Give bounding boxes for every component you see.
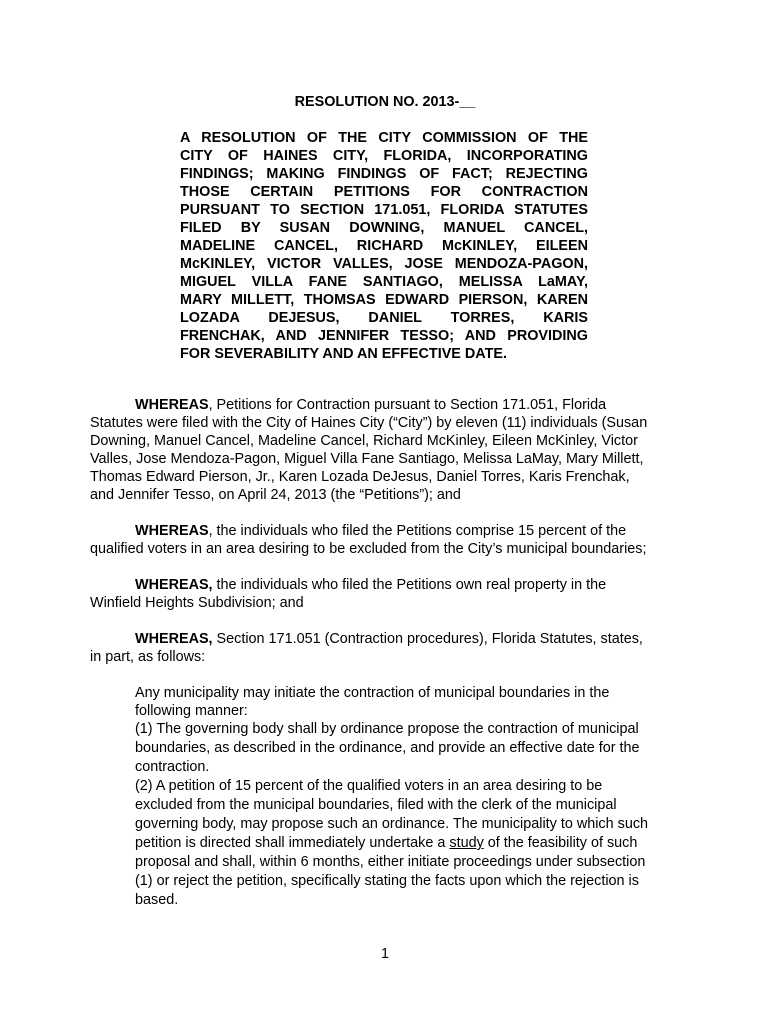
heading-line: FOR SEVERABILITY AND AN EFFECTIVE DATE. bbox=[180, 346, 508, 362]
heading-line: MADELINE CANCEL, RICHARD McKINLEY, EILEEN bbox=[180, 238, 588, 254]
quote-text: (2) A petition of 15 percent of the qualified voters in an area desiring to be bbox=[135, 778, 603, 794]
whereas-label: WHEREAS bbox=[135, 523, 209, 539]
quote-text: (1) or reject the petition, specifically stating the facts upon which the rejection is bbox=[135, 873, 639, 889]
page-number: 1 bbox=[380, 946, 389, 962]
para1-text: and Jennifer Tesso, on April 24, 2013 (the “Petitions”); and bbox=[90, 487, 461, 503]
para4-text: in part, as follows: bbox=[90, 649, 206, 665]
para1-text: Valles, Jose Mendoza-Pagon, Miguel Villa Fane Santiago, Melissa LaMay, Mary Millett, bbox=[90, 451, 644, 467]
page-title: RESOLUTION NO. 2013-__ bbox=[294, 94, 476, 110]
quote-text: based. bbox=[135, 892, 179, 908]
heading-line: PURSUANT TO SECTION 171.051, FLORIDA STATUTES bbox=[180, 202, 588, 218]
heading-line: FINDINGS; MAKING FINDINGS OF FACT; REJECTING bbox=[180, 166, 588, 182]
quote-text: following manner: bbox=[135, 703, 248, 719]
para1-text: Thomas Edward Pierson, Jr., Karen Lozada DeJesus, Daniel Torres, Karis Frenchak, bbox=[90, 469, 630, 485]
whereas-label: WHEREAS bbox=[135, 397, 209, 413]
quote-text: boundaries, as described in the ordinance, and provide an effective date for the bbox=[135, 740, 640, 756]
heading-line: FRENCHAK, AND JENNIFER TESSO; AND PROVIDING bbox=[180, 328, 588, 344]
heading-line: THOSE CERTAIN PETITIONS FOR CONTRACTION bbox=[180, 184, 588, 200]
study-underlined: study bbox=[449, 835, 484, 851]
title-row bbox=[0, 93, 770, 111]
quote-text: petition is directed shall immediately undertake a study of the feasibility of such bbox=[135, 835, 638, 851]
para2-text: qualified voters in an area desiring to be excluded from the City’s municipal boundaries; bbox=[90, 541, 647, 557]
heading-line: A RESOLUTION OF THE CITY COMMISSION OF THE bbox=[180, 130, 588, 146]
heading-line: McKINLEY, VICTOR VALLES, JOSE MENDOZA-PAGON, bbox=[180, 256, 588, 272]
heading-line: MARY MILLETT, THOMSAS EDWARD PIERSON, KAREN bbox=[180, 292, 588, 308]
whereas-label: WHEREAS, bbox=[135, 631, 213, 647]
heading-line: LOZADA DEJESUS, DANIEL TORRES, KARIS bbox=[180, 310, 588, 326]
whereas-label: WHEREAS, bbox=[135, 577, 213, 593]
quote-text: Any municipality may initiate the contraction of municipal boundaries in the bbox=[135, 685, 610, 701]
quote-text: governing body, may propose such an ordinance. The municipality to which such bbox=[135, 816, 649, 832]
heading-line: FILED BY SUSAN DOWNING, MANUEL CANCEL, bbox=[180, 220, 588, 236]
para1-text: Downing, Manuel Cancel, Madeline Cancel, Richard McKinley, Eileen McKinley, Victor bbox=[90, 433, 638, 449]
para1-text: Statutes were filed with the City of Haines City (“City”) by eleven (11) individuals (Susan bbox=[90, 415, 648, 431]
heading-line: MIGUEL VILLA FANE SANTIAGO, MELISSA LaMAY, bbox=[180, 274, 588, 290]
quote-text: excluded from the municipal boundaries, filed with the clerk of the municipal bbox=[135, 797, 617, 813]
heading-line: CITY OF HAINES CITY, FLORIDA, INCORPORATING bbox=[180, 148, 588, 164]
para3-text: Winfield Heights Subdivision; and bbox=[90, 595, 304, 611]
quote-text: (1) The governing body shall by ordinance propose the contraction of municipal bbox=[135, 721, 639, 737]
quote-text: contraction. bbox=[135, 759, 210, 775]
quote-text: proposal and shall, within 6 months, either initiate proceedings under subsection bbox=[135, 854, 646, 870]
